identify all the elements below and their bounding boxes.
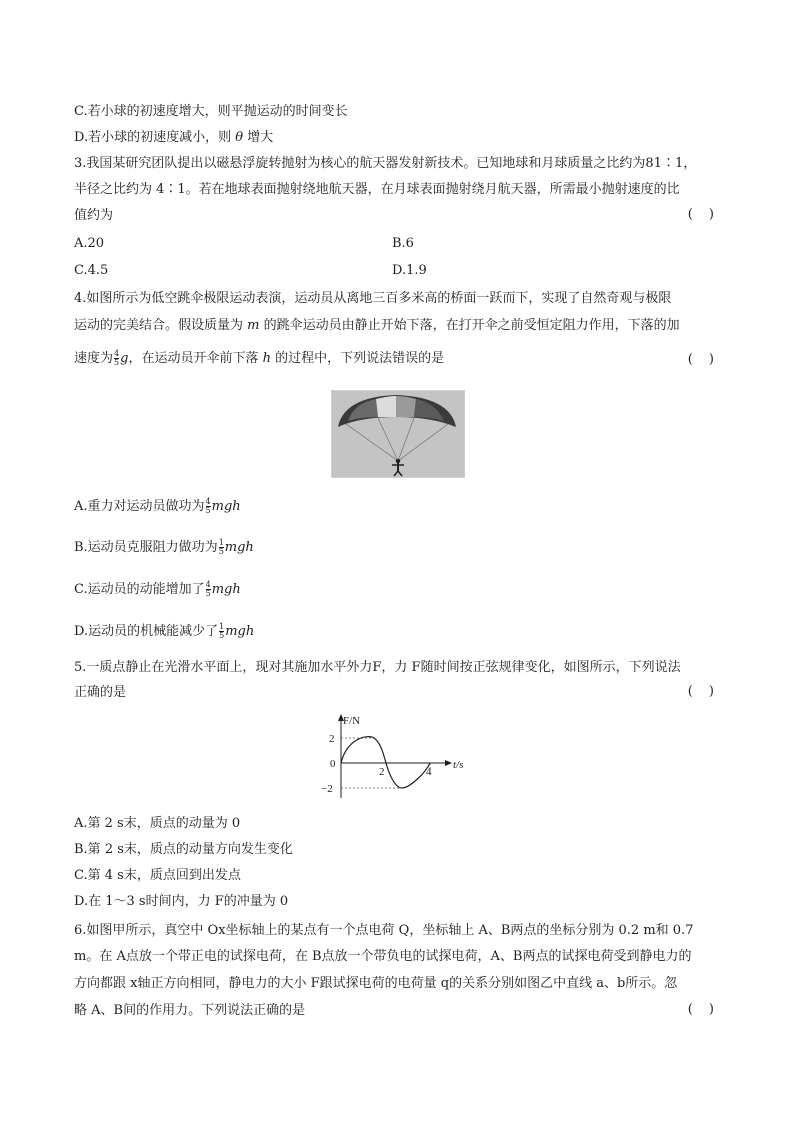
force-time-graph [316,712,486,802]
q6-stem-line4: 略 A、B间的作用力。下列说法正确的是 [74,1003,306,1018]
x-tick-2: 2 [379,766,385,778]
q5-option-d: D.在 1～3 s时间内，力 F的冲量为 0 [74,894,289,909]
q4-option-d-expr: mgh [225,624,255,639]
parachute-photo [331,390,465,478]
q5-stem-line2: 正确的是 [74,685,127,700]
q4-option-d-num: 1 [219,622,225,631]
q4-acc-num: 4 [114,349,120,358]
q4-option-a-num: 4 [205,497,211,506]
q3-option-a: A.20 [74,236,105,251]
q4-option-a-text: A.重力对运动员做功为 [74,499,205,514]
q4-stem-line3-c: 的过程中，下列说法错误的是 [275,351,445,366]
q4-h-symbol: h [262,351,271,366]
q4-option-d-fraction [219,623,224,640]
q2-option-d-text: D.若小球的初速度减小，则 [74,130,232,145]
q3-stem-line2: 半径之比约为 4∶1。若在地球表面抛射绕地航天器，在月球表面抛射绕月航天器，所需最小抛射速度的比 [74,182,680,197]
q4-stem-line2 [74,317,680,335]
q4-option-a [74,498,241,516]
q4-acc-fraction [114,350,119,367]
q4-stem-line2-b: 的跳伞运动员由静止开始下落，在打开伞之前受恒定阻力作用，下落的加 [263,318,680,333]
x-axis-arrow [445,760,452,766]
q4-stem-line1: 4.如图所示为低空跳伞极限运动表演，运动员从离地三百多米高的桥面一跃而下，实现了自然奇观与极限 [74,291,672,306]
x-tick-4: 4 [426,766,432,778]
q5-option-c: C.第 4 s末，质点回到出发点 [74,868,241,883]
q4-option-c-text: C.运动员的动能增加了 [74,582,205,597]
q4-answer-blank: ( ) [687,352,720,367]
q2-theta: θ [235,130,244,145]
q2-option-d-post: 增大 [247,130,274,145]
q4-mass-symbol: m [247,318,260,333]
q4-option-b-text: B.运动员克服阻力做功为 [74,540,218,555]
sine-curve [341,737,430,788]
q4-option-c [74,581,241,599]
q5-answer-blank: ( ) [687,684,720,699]
q6-answer-blank: ( ) [687,1002,720,1017]
q3-option-c: C.4.5 [74,263,109,278]
q4-stem-line3-b: ，在运动员开伞前下落 [128,351,259,366]
q4-stem-line3-a: 速度为 [74,351,114,366]
q4-option-b-num: 1 [218,538,224,547]
q4-option-c-num: 4 [205,580,211,589]
y-tick-2: 2 [329,733,335,745]
q3-stem-line3: 值约为 [74,208,114,223]
q3-option-d: D.1.9 [392,263,427,278]
q3-option-b: B.6 [392,236,414,251]
force-time-svg [316,712,486,802]
q4-option-b-fraction [219,539,224,556]
q4-option-d-den: 5 [219,631,225,640]
q5-stem-line1: 5.一质点静止在光滑水平面上，现对其施加水平外力F，力 F随时间按正弦规律变化，如图所示，下列说法 [74,660,681,675]
q6-stem-line1: 6.如图甲所示，真空中 Ox坐标轴上的某点有一个点电荷 Q，坐标轴上 A、B两点的坐标分别为 0.2 m和 0.7 [74,923,694,938]
x-axis-label: t/s [453,759,464,771]
q2-option-d [74,129,273,147]
q4-option-d [74,623,254,641]
q4-option-b-expr: mgh [224,540,254,555]
q2-option-c: C.若小球的初速度增大，则平抛运动的时间变长 [74,104,348,119]
q5-option-a: A.第 2 s末，质点的动量为 0 [74,816,241,831]
q4-option-c-expr: mgh [211,582,241,597]
y-tick-0: 0 [330,758,336,770]
q3-answer-blank: ( ) [687,207,720,222]
q4-g-symbol: g [120,351,129,366]
q3-stem-line1: 3.我国某研究团队提出以磁悬浮旋转抛射为核心的航天器发射新技术。已知地球和月球质量之比约为81∶1， [74,156,697,171]
q4-option-a-den: 5 [205,506,211,515]
q4-option-b [74,539,254,557]
q4-option-c-fraction [206,581,211,598]
q4-option-a-expr: mgh [211,499,241,514]
q5-option-b: B.第 2 s末，质点的动量方向发生变化 [74,842,293,857]
q4-acc-den: 5 [114,358,120,367]
q4-option-c-den: 5 [205,589,211,598]
q4-stem-line3 [74,350,444,368]
q4-option-a-fraction [206,498,211,515]
q4-stem-line2-a: 运动的完美结合。假设质量为 [74,318,244,333]
y-axis-label: F/N [343,715,361,727]
y-tick-neg2: −2 [321,783,333,795]
q4-option-d-text: D.运动员的机械能减少了 [74,624,219,639]
q4-option-b-den: 5 [218,547,224,556]
q6-stem-line2: m。在 A点放一个带正电的试探电荷，在 B点放一个带负电的试探电荷，A、B两点的试探电荷受到静电力的 [74,949,692,964]
q6-stem-line3: 方向都跟 x轴正方向相同，静电力的大小 F跟试探电荷的电荷量 q的关系分别如图乙中直线 a、b所示。忽 [74,976,678,991]
parachute-figure [332,391,464,477]
